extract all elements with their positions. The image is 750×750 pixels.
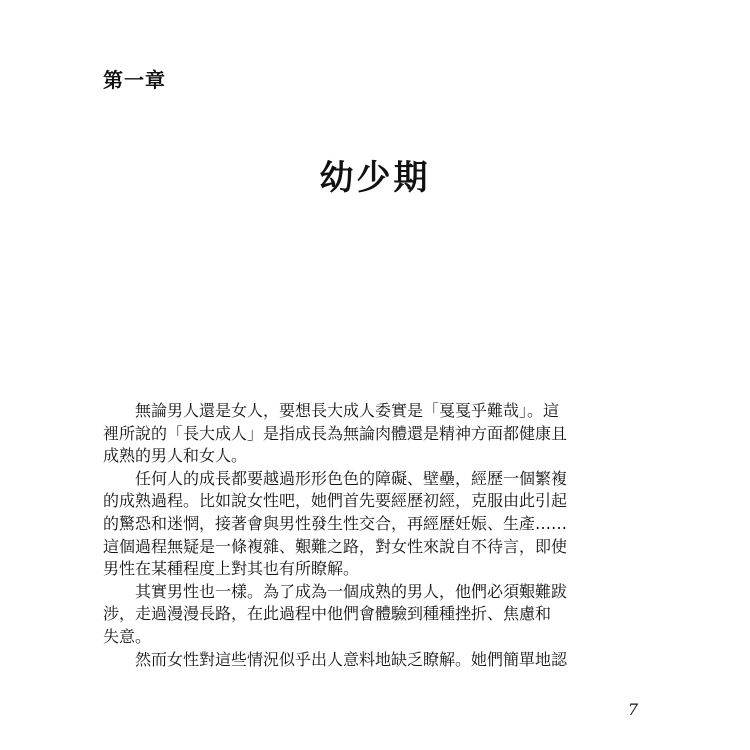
body-text (103, 400, 648, 671)
body-line: 這個過程無疑是一條複雜、艱難之路，對女性來說自不待言，即使 (103, 536, 568, 556)
page-number: 7 (627, 700, 638, 719)
body-line: 男性在某種程度上對其也有所瞭解。 (103, 559, 360, 579)
body-line: 無論男人還是女人，要想長大成人委實是「戛戛乎難哉」。這 (135, 401, 560, 420)
body-line: 涉，走過漫漫長路，在此過程中他們會體驗到種種挫折、焦慮和 (103, 604, 552, 624)
body-line: 失意。 (103, 626, 152, 646)
body-line: 然而女性對這些情況似乎出人意料地缺乏瞭解。她們簡單地認 (135, 649, 568, 669)
body-line: 任何人的成長都要越過形形色色的障礙、壁壘，經歷一個繁複 (135, 468, 568, 488)
body-line: 的成熟過程。比如說女性吧，她們首先要經歷初經，克服由此引起 (103, 491, 568, 511)
body-line: 裡所說的「長大成人」是指成長為無論肉體還是精神方面都健康且 (103, 423, 568, 443)
body-line: 的驚恐和迷惘，接著會與男性發生性交合，再經歷妊娠、生產…… (103, 513, 568, 533)
chapter-title: 幼少期 (319, 158, 431, 198)
body-line: 成熟的男人和女人。 (103, 446, 248, 466)
body-line: 其實男性也一樣。為了成為一個成熟的男人，他們必須艱難跋 (135, 581, 568, 601)
chapter-label: 第一章 (103, 68, 166, 92)
